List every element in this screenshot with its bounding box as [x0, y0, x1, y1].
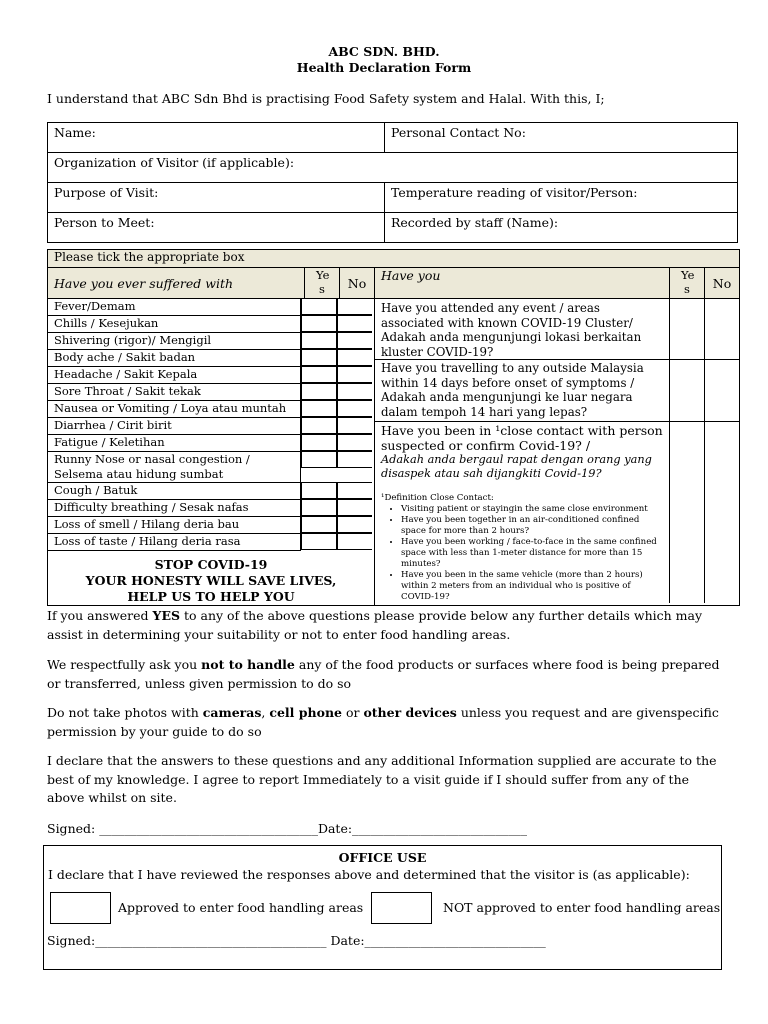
person-to-meet-field[interactable]: Person to Meet:	[48, 213, 385, 243]
question-label: Have you attended any event / areas associated with known COVID-19 Cluster/ Adakah anda mengunjungi lokasi berkaitan kluster COVID-19?	[375, 299, 670, 360]
symptom-row	[48, 434, 374, 451]
question-row	[375, 299, 739, 360]
contact-field[interactable]: Personal Contact No:	[385, 123, 738, 153]
question-row	[375, 422, 739, 604]
yes-checkbox[interactable]	[670, 299, 705, 360]
symptom-row	[48, 400, 374, 417]
symptom-row	[48, 499, 374, 516]
form-title: Health Declaration Form	[296, 60, 472, 75]
yes-checkbox[interactable]	[301, 451, 337, 468]
symptom-row	[48, 315, 374, 332]
text: If you answered	[47, 608, 153, 623]
no-checkbox[interactable]	[337, 332, 372, 349]
no-checkbox[interactable]	[337, 533, 372, 550]
text: ,	[261, 705, 270, 720]
yes-header-right: Ye s	[670, 268, 705, 299]
symptom-label: Sore Throat / Sakit tekak	[48, 383, 301, 400]
yes-header-left: Ye s	[305, 268, 340, 299]
slogan-line: HELP US TO HELP YOU	[127, 588, 295, 604]
approved-checkbox[interactable]	[50, 892, 111, 924]
question-label: Have you been in ¹close contact with person suspected or confirm Covid-19? /	[381, 423, 663, 453]
symptom-row	[48, 332, 374, 349]
recorded-by-field[interactable]: Recorded by staff (Name):	[385, 213, 738, 243]
name-field[interactable]: Name:	[48, 123, 385, 153]
office-use-declaration: I declare that I have reviewed the responses above and determined that the visitor is (as applicable):	[48, 867, 690, 882]
no-checkbox[interactable]	[337, 499, 372, 516]
symptom-label: Difficulty breathing / Sesak nafas	[48, 499, 301, 516]
question-translation: Adakah anda bergaul rapat dengan orang yang disaspek atau sah dijangkiti Covid-19?	[381, 453, 652, 480]
yes-checkbox[interactable]	[301, 332, 337, 349]
definition-item: • Have you been in the same vehicle (more than 2 hours) within 2 meters from an individual who is positive of COVID-19?	[401, 570, 663, 603]
no-checkbox[interactable]	[337, 482, 372, 499]
symptom-label: Loss of smell / Hilang deria bau	[48, 516, 301, 533]
close-contact-question	[375, 422, 670, 604]
text: or	[341, 705, 364, 720]
yes-checkbox[interactable]	[301, 417, 337, 434]
company-name: ABC SDN. BHD.	[328, 44, 440, 59]
question-label: Have you travelling to any outside Malaysia within 14 days before onset of symptoms / Adakah anda mengunjungi ke luar negara dalam tempoh 14 hari yang lepas?	[375, 360, 670, 422]
no-checkbox[interactable]	[337, 349, 372, 366]
no-checkbox[interactable]	[337, 434, 372, 451]
questions-cell	[375, 299, 740, 606]
yes-checkbox[interactable]	[301, 366, 337, 383]
text-bold: cameras	[202, 705, 262, 720]
symptom-row	[48, 516, 374, 533]
no-checkbox[interactable]	[337, 451, 372, 468]
symptom-row	[48, 533, 374, 550]
symptom-label: Headache / Sakit Kepala	[48, 366, 301, 383]
symptom-row	[48, 383, 374, 400]
slogan-line: YOUR HONESTY WILL SAVE LIVES,	[85, 572, 337, 588]
text: to any of the above questions please provide below any further details which may assist in determining your suitability or not to enter food handling areas.	[47, 608, 703, 642]
intro-text: I understand that ABC Sdn Bhd is practising Food Safety system and Halal. With this, I;	[47, 91, 605, 106]
approved-label: Approved to enter food handling areas	[118, 900, 364, 915]
no-header-left: No	[340, 268, 375, 299]
office-use-title: OFFICE USE	[338, 850, 427, 865]
health-check-table	[47, 249, 740, 606]
symptom-row	[48, 482, 374, 499]
symptom-label: Runny Nose or nasal congestion / Selsema atau hidung sumbat	[48, 451, 301, 482]
slogan	[48, 551, 374, 605]
definition-title: ¹Definition Close Contact:	[381, 493, 494, 503]
symptom-label: Shivering (rigor)/ Mengigil	[48, 332, 301, 349]
yes-checkbox[interactable]	[301, 434, 337, 451]
definition-list	[381, 504, 663, 603]
not-approved-checkbox[interactable]	[371, 892, 432, 924]
symptoms-header: Have you ever suffered with	[48, 268, 305, 299]
no-checkbox[interactable]	[337, 417, 372, 434]
temperature-field[interactable]: Temperature reading of visitor/Person:	[385, 183, 738, 213]
symptom-label: Fever/Demam	[48, 299, 301, 315]
yes-checkbox[interactable]	[301, 482, 337, 499]
no-checkbox[interactable]	[705, 360, 740, 422]
text-bold: YES	[152, 608, 180, 623]
paragraph-declaration: I declare that the answers to these questions and any additional Information supplied are accurate to the best of my knowledge. I agree to report Immediately to a visit guide if I should suffer from any of the above whilst on site.	[47, 753, 717, 805]
organization-field[interactable]: Organization of Visitor (if applicable):	[48, 153, 738, 183]
text: any of the food products or surfaces where food is being prepared or transferred, unless given permission to do so	[47, 657, 720, 691]
text: unless you request and are givenspecific permission by your guide to do so	[47, 705, 719, 739]
symptoms-cell	[48, 299, 375, 606]
no-checkbox[interactable]	[337, 315, 372, 332]
not-approved-label: NOT approved to enter food handling areas	[443, 900, 721, 915]
questions-header: Have you	[375, 268, 670, 299]
text-bold: other devices	[363, 705, 457, 720]
text: Do not take photos with	[47, 705, 203, 720]
symptom-row	[48, 451, 374, 482]
symptom-label: Chills / Kesejukan	[48, 315, 301, 332]
symptom-row	[48, 349, 374, 366]
no-checkbox[interactable]	[337, 299, 372, 315]
yes-checkbox[interactable]	[301, 315, 337, 332]
yes-checkbox[interactable]	[301, 499, 337, 516]
questions-list	[375, 299, 739, 603]
yes-checkbox[interactable]	[301, 383, 337, 400]
yes-checkbox[interactable]	[301, 349, 337, 366]
yes-checkbox[interactable]	[301, 299, 337, 315]
symptom-label: Nausea or Vomiting / Loya atau muntah	[48, 400, 301, 417]
yes-checkbox[interactable]	[670, 422, 705, 604]
text-bold: cell phone	[269, 705, 342, 720]
no-checkbox[interactable]	[337, 516, 372, 533]
yes-checkbox[interactable]	[301, 400, 337, 417]
no-checkbox[interactable]	[705, 299, 740, 360]
definition-item: • Have you been working / face-to-face in the same confined space with less than 1-meter distance for more than 15 minutes?	[401, 537, 663, 570]
text: We respectfully ask you	[47, 657, 202, 672]
visitor-info-table	[47, 122, 738, 243]
no-header-right: No	[705, 268, 740, 299]
definition-item: • Visiting patient or stayingin the same close environment	[401, 504, 663, 515]
paragraph-yes-details	[47, 607, 727, 644]
office-use-box	[43, 845, 722, 970]
no-checkbox[interactable]	[337, 400, 372, 417]
symptom-label: Diarrhea / Cirit birit	[48, 417, 301, 434]
symptoms-list	[48, 299, 374, 551]
yes-checkbox[interactable]	[670, 360, 705, 422]
no-checkbox[interactable]	[337, 383, 372, 400]
symptom-row	[48, 299, 374, 315]
symptom-label: Loss of taste / Hilang deria rasa	[48, 533, 301, 550]
definition-item: • Have you been together in an air-conditioned confined space for more than 2 hours?	[401, 515, 663, 537]
symptom-label: Fatigue / Keletihan	[48, 434, 301, 451]
no-checkbox[interactable]	[705, 422, 740, 604]
signature-line[interactable]: Signed: ___________________________________Date:____________________________	[47, 821, 528, 836]
yes-checkbox[interactable]	[301, 516, 337, 533]
text-bold: not to handle	[201, 657, 295, 672]
symptom-label: Body ache / Sakit badan	[48, 349, 301, 366]
tick-instruction: Please tick the appropriate box	[48, 250, 740, 268]
yes-checkbox[interactable]	[301, 533, 337, 550]
paragraph-photos	[47, 704, 727, 741]
slogan-line: STOP COVID-19	[154, 556, 268, 572]
office-signature-line[interactable]: Signed:_____________________________________ Date:_____________________________	[47, 933, 546, 948]
symptom-row	[48, 366, 374, 383]
symptom-row	[48, 417, 374, 434]
question-row	[375, 360, 739, 422]
symptom-label: Cough / Batuk	[48, 482, 301, 499]
no-checkbox[interactable]	[337, 366, 372, 383]
purpose-field[interactable]: Purpose of Visit:	[48, 183, 385, 213]
paragraph-not-to-handle	[47, 656, 727, 693]
